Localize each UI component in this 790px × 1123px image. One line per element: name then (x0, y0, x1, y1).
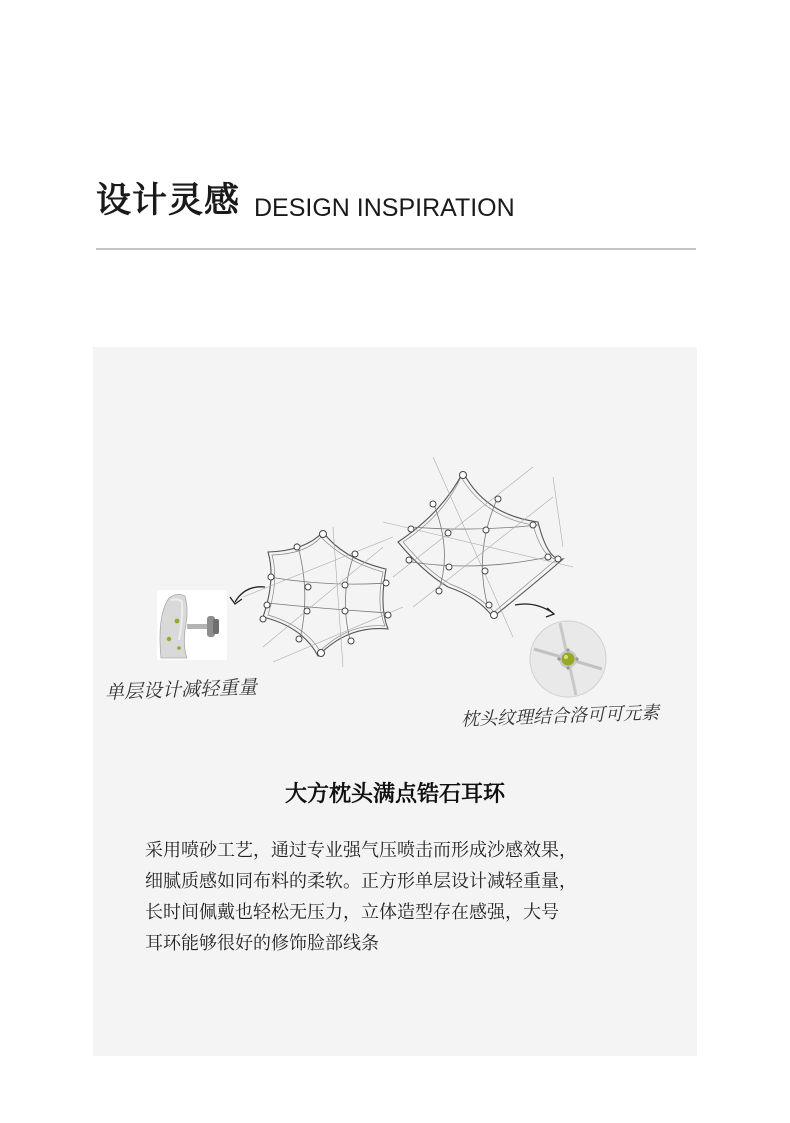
description-line: 耳环能够很好的修饰脸部线条 (145, 933, 379, 954)
earring-side-thumbnail (157, 590, 227, 660)
sketch-note-rococo: 枕头纹理结合洛可可元素 (460, 702, 660, 731)
product-description (145, 835, 665, 959)
section-header (96, 178, 696, 228)
gem-closeup-thumbnail (530, 621, 606, 697)
section-title-cn: 设计灵感 (96, 181, 241, 221)
description-line: 细腻质感如同布料的柔软。正方形单层设计减轻重量， (145, 871, 577, 892)
product-title: 大方枕头满点锆石耳环 (284, 782, 505, 807)
right-earring-sketch (383, 457, 573, 637)
section-title-en: DESIGN INSPIRATION (254, 194, 515, 222)
header-divider (96, 248, 696, 250)
sketch-note-lightweight: 单层设计减轻重量 (104, 676, 258, 704)
inspiration-panel (93, 347, 697, 1056)
description-line: 长时间佩戴也轻松无压力，立体造型存在感强，大号 (145, 902, 559, 923)
description-line: 采用喷砂工艺，通过专业强气压喷击而形成沙感效果， (145, 840, 577, 861)
arrow-icon (230, 587, 554, 617)
left-earring-sketch (243, 527, 403, 667)
